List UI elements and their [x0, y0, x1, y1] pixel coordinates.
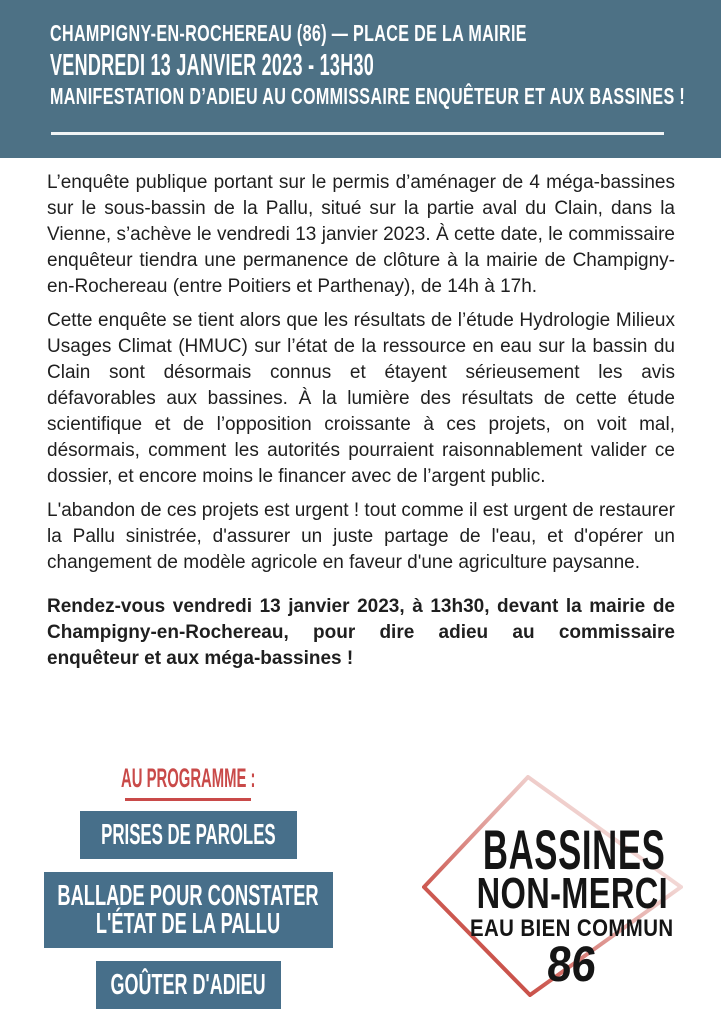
header-date-line	[50, 49, 609, 80]
logo-line-bassines-text: BASSINES	[482, 818, 666, 881]
program-item-label: PRISES DE PAROLES	[100, 819, 276, 851]
header-banner	[0, 0, 721, 158]
program-title: AU PROGRAMME :	[120, 763, 256, 793]
paragraph-enquete-publique: L’enquête publique portant sur le permis d’aménager de 4 méga-bassines sur le sous-bassin de la Pallu, situé sur la partie aval du Clain, dans la Vienne, s’achève le vendredi 13 janvier 2023. À cette date, le commissaire enquêteur tiendra une permanence de clôture à la mairie de Champigny-en-Rochereau (entre Poitiers et Parthenay), de 14h à 17h.	[47, 172, 675, 297]
header-date-text: VENDREDI 13 JANVIER 2023 - 13H30	[50, 47, 375, 82]
logo-line-86	[427, 936, 717, 992]
program-item-label: GOÛTER D'ADIEU	[110, 969, 266, 1001]
program-section	[38, 765, 338, 1022]
logo-line-non-merci	[427, 869, 717, 918]
header-location-line	[50, 22, 721, 45]
program-title-block	[66, 765, 311, 801]
logo-line-86-text: 86	[545, 936, 599, 992]
program-item-label: BALLADE POUR CONSTATER L'ÉTAT DE LA PALLU	[57, 880, 319, 940]
program-item-ballade-pallu	[44, 872, 333, 948]
bassines-non-merci-logo	[408, 762, 698, 1014]
program-title-underline	[125, 798, 251, 801]
logo-line-eau-bien-commun-text: EAU BIEN COMMUN	[470, 915, 674, 942]
paragraph-abandon-urgent: L'abandon de ces projets est urgent ! tout comme il est urgent de restaurer la Pallu sinistrée, d'assurer un juste partage de l'eau, et d'opérer un changement de modèle agricole en faveur d'une agriculture paysanne.	[47, 500, 675, 573]
header-title-line	[50, 85, 721, 108]
header-title-text: MANIFESTATION D’ADIEU AU COMMISSAIRE ENQUÊTEUR ET AUX BASSINES !	[50, 83, 686, 109]
header-location-text: CHAMPIGNY-EN-ROCHEREAU (86) — PLACE DE LA MAIRIE	[50, 20, 527, 46]
paragraph-etude-hmuc: Cette enquête se tient alors que les résultats de l’étude Hydrologie Milieux Usages Climat (HMUC) sur l’état de la ressource en eau sur la bassin du Clain sont désormais connus et étayent sérieusement les avis défavorables aux bassines. À la lumière des résultats de cette étude scientifique et de l’opposition croissante à ces projets, on voit mal, désormais, comment les autorités pourraient raisonnablement valider ce dossier, et encore moins le financer avec de l’argent public.	[47, 310, 675, 487]
program-item-gouter-adieu	[96, 961, 281, 1009]
logo-text-block	[427, 762, 717, 1014]
program-item-prises-de-paroles	[80, 811, 297, 859]
header-divider	[51, 132, 664, 135]
article-body	[47, 158, 675, 680]
logo-line-non-merci-text: NON-MERCI	[476, 869, 668, 918]
cta-rendez-vous: Rendez-vous vendredi 13 janvier 2023, à 13h30, devant la mairie de Champigny-en-Rochereau, pour dire adieu au commissaire enquêteur et aux méga-bassines !	[47, 596, 675, 669]
